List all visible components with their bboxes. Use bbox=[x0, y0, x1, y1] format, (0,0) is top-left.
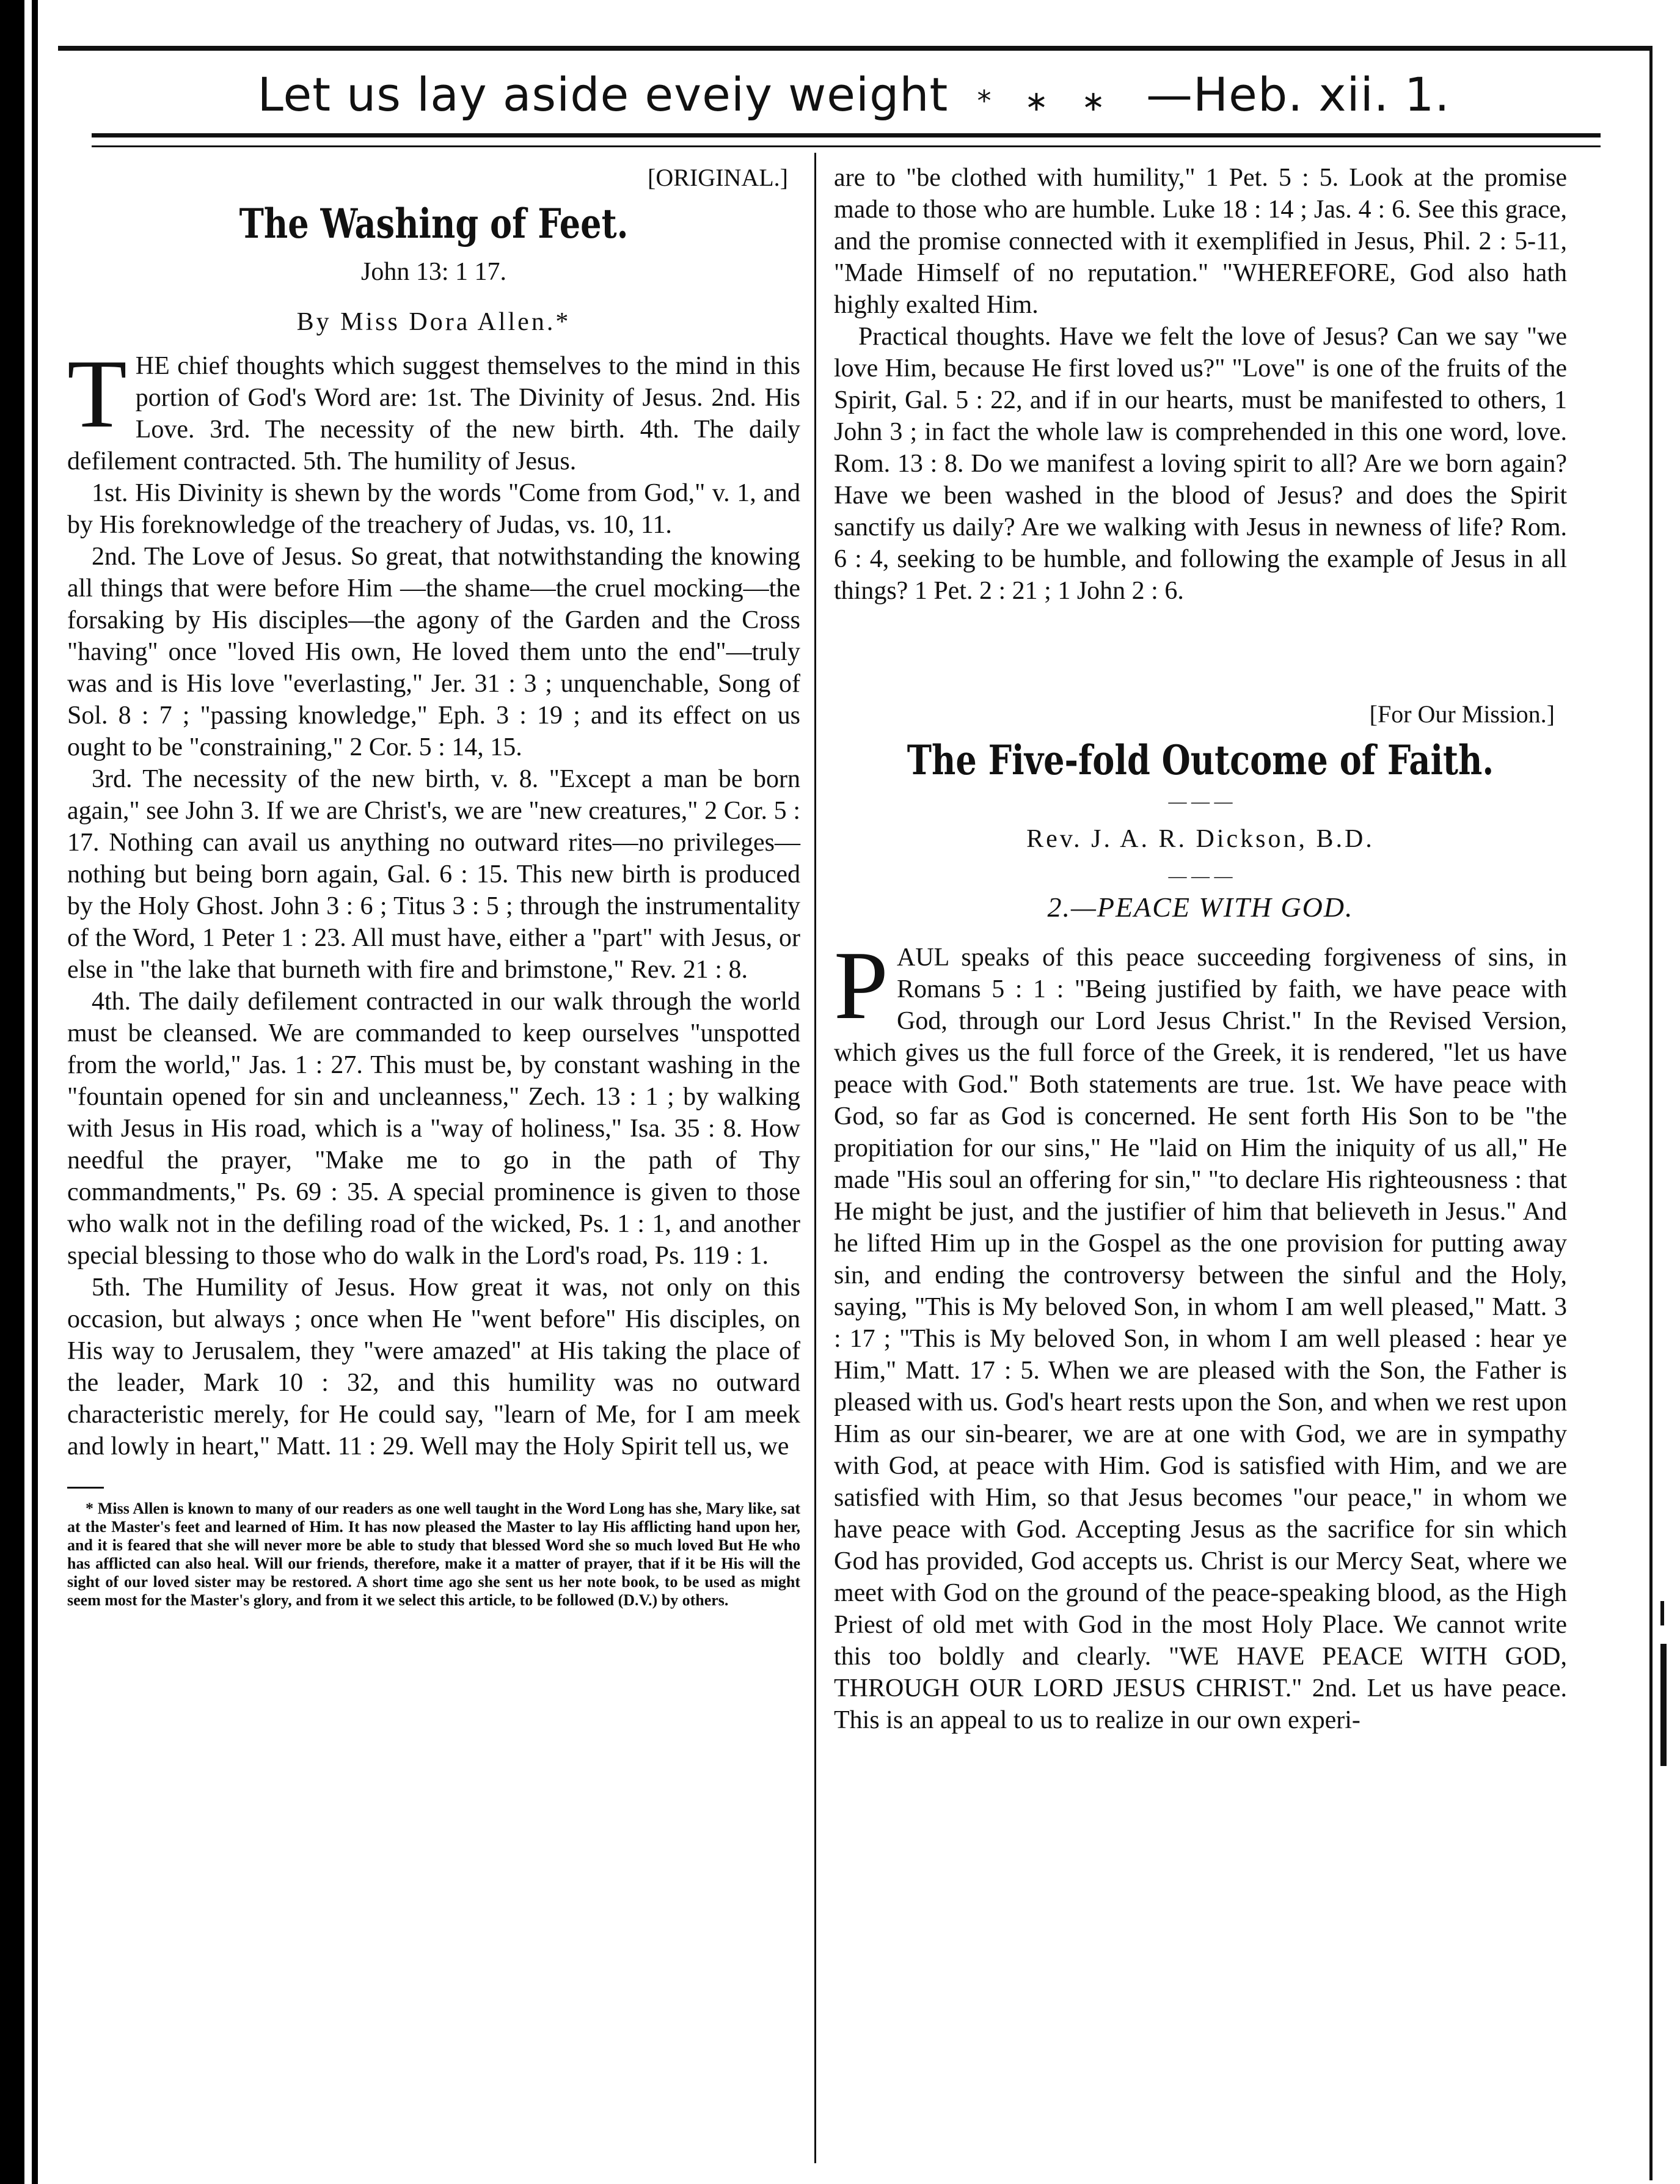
article1-paragraph: 3rd. The necessity of the new birth, v. 8. "Except a man be born again," see John 3. If we are Christ's, we are "new creatures," 2 Cor. 5 : 17. Nothing can avail us anything no outward rites—no privileges— nothing but being born again, Gal. 6 : 15. This new birth is produced by the Holy Ghost. John 3 : 6 ; Titus 3 : 5 ; through the instrumentality of the Word, 1 Peter 1 : 23. All must have, either a "part" with Jesus, or else in "the lake that burneth with fire and brimstone," Rev. 21 : 8. bbox=[67, 765, 800, 984]
column-divider bbox=[814, 153, 816, 2163]
article1-paragraph: 2nd. The Love of Jesus. So great, that notwithstanding the knowing all things that were before Him —the shame—the cruel mocking—the forsaking by His disciples—the agony of the Garden and the Cross "having" once "loved His own, He loved them unto the end"—truly was and is His love "everlasting," Jer. 31 : 3 ; unquenchable, Song of Sol. 8 : 7 ; "passing knowledge," Eph. 3 : 19 ; and its effect on us ought to be "constraining," 2 Cor. 5 : 14, 15. bbox=[67, 543, 800, 761]
dropcap-t: T bbox=[67, 339, 127, 448]
header-rule-thin bbox=[92, 145, 1601, 147]
article1-continued-paragraph: are to "be clothed with humility," 1 Pet. 5 : 5. Look at the promise made to those who are humble. Luke 18 : 14 ; Jas. 4 : 6. See this grace, and the promise connected with it exemplified in Jesus, Phil. 2 : 5-11, "Made Himself of no reputation." "WHEREFORE, God also hath highly exalted Him. bbox=[834, 164, 1567, 319]
footnote-rule bbox=[67, 1487, 104, 1489]
article1-paragraph: T HE chief thoughts which suggest themselves to the mind in this portion of God's Word are: 1st. The Divinity of Jesus. 2nd. His Love. 3rd. The necessity of the new birth. 4th. The daily defilement contracted. 5th. The humility of Jesus. bbox=[67, 339, 800, 475]
scan-edge-mark bbox=[1660, 1644, 1667, 1766]
article1-paragraph: 5th. The Humility of Jesus. How great it was, not only on this occasion, but always ; once when He "went before" His disciples, on His way to Jerusalem, they "were amazed" at His taking the place of the leader, Mark 10 : 32, and this humility was no outward characteristic merely, for He could say, "learn of Me, for I am meek and lowly in heart," Matt. 11 : 29. Well may the Holy Spirit tell us, we bbox=[67, 1273, 800, 1460]
dropcap-p: P bbox=[834, 931, 888, 1039]
article1-paragraph: 1st. His Divinity is shewn by the words "Come from God," v. 1, and by His foreknowledge of the treachery of Judas, vs. 10, 11. bbox=[67, 479, 800, 539]
header-motto: Let us lay aside eveiy weight bbox=[257, 67, 949, 122]
article2-title: The Five-fold Outcome of Faith. bbox=[907, 736, 1494, 784]
dash-ornament: — — — bbox=[1168, 866, 1233, 886]
header-rule-thick bbox=[92, 133, 1601, 137]
article1-tag: [ORIGINAL.] bbox=[648, 164, 788, 191]
article2-tag: [For Our Mission.] bbox=[1369, 700, 1555, 728]
footnote: * Miss Allen is known to many of our readers as one well taught in the Word Long has she, Mary like, sat at the Master's feet and learned of Him. It has now pleased the Master to lay His afflicting hand upon her, and it is feared that she will never more be able to study that blessed Word she so much loved But He who has afflicted can also heal. Will our friends, therefore, make it a matter of prayer, that if it be His will the sight of our loved sister may be restored. A short time ago she sent us her note book, to be used as might seem most for the Master's glory, and from it we select this article, to be followed (D.V.) by others. bbox=[67, 1500, 800, 1609]
right-column bbox=[834, 162, 1567, 1736]
page-header bbox=[58, 58, 1649, 131]
header-reference: —Heb. xii. 1. bbox=[1146, 67, 1450, 122]
article1-byline: By Miss Dora Allen.* bbox=[296, 308, 571, 336]
article1-paragraph: 4th. The daily defilement contracted in our walk through the world must be cleansed. We are commanded to keep ourselves "unspotted from the world," Jas. 1 : 27. This must be, by constant washing in the "fountain opened for sin and uncleanness," Zech. 13 : 1 ; by walking with Jesus in His road, which is a "way of holiness," Isa. 35 : 8. How needful the prayer, "Make me to go in the path of Thy commandments," Ps. 69 : 35. A special prominence is given to those who walk not in the defiling road of the wicked, Ps. 1 : 1, and another special blessing to those who do walk in the Lord's road, Ps. 119 : 1. bbox=[67, 988, 800, 1270]
scan-edge-bar-inner bbox=[32, 0, 38, 2184]
article1-continued-paragraph: Practical thoughts. Have we felt the love of Jesus? Can we say "we love Him, because He first loved us?" "Love" is one of the fruits of the Spirit, Gal. 5 : 22, and if in our hearts, must be manifested to others, 1 John 3 ; in fact the whole law is comprehended in this one word, love. Rom. 13 : 8. Do we manifest a loving spirit to all? Are we born again? Have we been washed in the blood of Jesus? and does the Spirit sanctify us daily? Are we walking with Jesus in newness of life? Rom. 6 : 4, seeking to be humble, and following the example of Jesus in all things? 1 Pet. 2 : 21 ; 1 John 2 : 6. bbox=[834, 323, 1567, 605]
header-ornament: * ∗ ∗ bbox=[977, 84, 1117, 117]
article2-subhead: 2.—PEACE WITH GOD. bbox=[1047, 892, 1354, 923]
scan-edge-mark bbox=[1660, 1601, 1664, 1625]
left-column bbox=[67, 162, 800, 1610]
article2-paragraph: P AUL speaks of this peace succeeding forgiveness of sins, in Romans 5 : 1 : "Being justified by faith, we have peace with God, through our Lord Jesus Christ." In the Revised Version, which gives us the full force of the Greek, it is rendered, "let us have peace with God." Both statements are true. 1st. We have peace with God, so far as God is concerned. He sent forth His Son to be "the propitiation for our sins," He "laid on Him the iniquity of us all," He made "His soul an offering for sin," "to declare His righteousness : that He might be just, and the justifier of him that believeth in Jesus." And he lifted Him up in the Gospel as the one provision for putting away sin, and ending the controversy between the sinful and the Holy, saying, "This is My beloved Son, in whom I am well pleased," Matt. 3 : 17 ; "This is My beloved Son, in whom I am well pleased : hear ye Him," Matt. 17 : 5. When we are pleased with the Son, the Father is pleased with us. God's heart rests upon the Son, and when we rest upon Him as our sin-bearer, we are at one with God, we are in sympathy with God, at peace with Him. God is satisfied with Him, and we are satisfied with Him, so that Jesus becomes "our peace," in whom we have peace with God. Accepting Jesus as the sacrifice for sin which God has provided, God accepts us. Christ is our Mercy Seat, where we meet with God on the ground of the peace-speaking blood, as the High Priest of old met with God in the most Holy Place. We cannot write this too boldly and clearly. "WE HAVE PEACE WITH GOD, THROUGH OUR LORD JESUS CHRIST." 2nd. Let us have peace. This is an appeal to us to realize in our own experi- bbox=[834, 931, 1567, 1734]
dash-ornament: — — — bbox=[1168, 791, 1233, 812]
scan-edge-bar bbox=[0, 0, 24, 2184]
article2-byline: Rev. J. A. R. Dickson, B.D. bbox=[1026, 825, 1375, 853]
article1-title: The Washing of Feet. bbox=[239, 200, 629, 247]
article1-scripture-ref: John 13: 1 17. bbox=[360, 258, 506, 286]
